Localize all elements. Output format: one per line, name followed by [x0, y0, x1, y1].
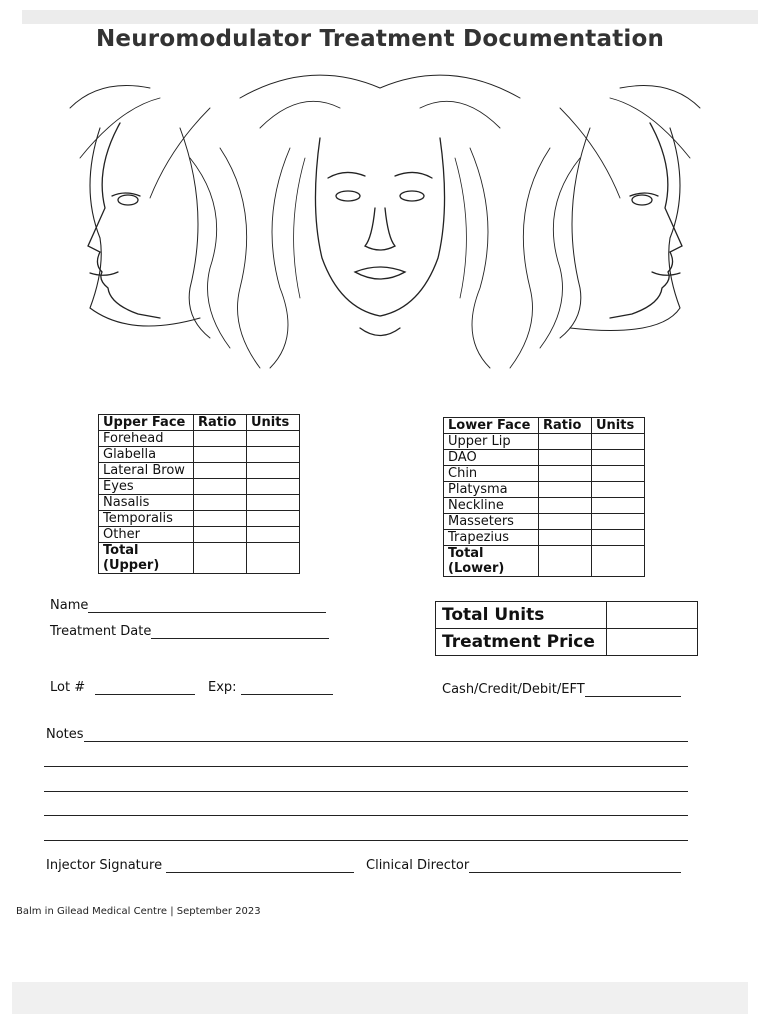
name-line[interactable]	[88, 600, 326, 613]
injector-signature-line[interactable]	[166, 860, 354, 873]
units-cell[interactable]	[592, 530, 645, 546]
units-cell[interactable]	[592, 466, 645, 482]
row-label: Trapezius	[444, 530, 539, 546]
exp-label: Exp:	[208, 680, 237, 695]
treatment-date-field[interactable]	[50, 624, 329, 639]
lower-face-header: Lower Face	[444, 418, 539, 434]
table-row	[99, 495, 300, 511]
lot-line[interactable]	[95, 682, 195, 695]
right-profile-face	[510, 86, 700, 369]
units-cell[interactable]	[247, 495, 300, 511]
notes-field[interactable]	[46, 727, 688, 742]
notes-line[interactable]	[44, 840, 688, 841]
ratio-header: Ratio	[194, 415, 247, 431]
total-units-value[interactable]	[607, 602, 698, 629]
face-chart-illustration	[60, 68, 710, 378]
upper-face-header: Upper Face	[99, 415, 194, 431]
units-cell[interactable]	[247, 463, 300, 479]
payment-field[interactable]	[442, 682, 681, 697]
ratio-cell[interactable]	[539, 450, 592, 466]
row-label: Other	[99, 527, 194, 543]
row-label: Platysma	[444, 482, 539, 498]
table-row	[444, 466, 645, 482]
table-row	[99, 431, 300, 447]
ratio-cell[interactable]	[539, 514, 592, 530]
row-label: Eyes	[99, 479, 194, 495]
totals-box	[435, 601, 698, 656]
table-header-row	[99, 415, 300, 431]
lot-label: Lot #	[50, 680, 86, 695]
units-cell[interactable]	[247, 527, 300, 543]
units-cell[interactable]	[592, 450, 645, 466]
notes-line[interactable]	[44, 791, 688, 792]
table-row	[444, 450, 645, 466]
page-title: Neuromodulator Treatment Documentation	[95, 26, 665, 52]
row-label: Lateral Brow	[99, 463, 194, 479]
total-row	[99, 543, 300, 574]
table-row	[99, 511, 300, 527]
left-profile-face	[70, 86, 260, 369]
units-cell[interactable]	[592, 434, 645, 450]
table-row	[99, 527, 300, 543]
treatment-date-label: Treatment Date	[50, 624, 152, 639]
units-header: Units	[592, 418, 645, 434]
ratio-cell[interactable]	[194, 543, 247, 574]
table-row	[444, 482, 645, 498]
row-label: Forehead	[99, 431, 194, 447]
ratio-cell[interactable]	[539, 482, 592, 498]
scan-edge-bottom	[12, 982, 748, 1014]
units-cell[interactable]	[592, 514, 645, 530]
injector-signature-label: Injector Signature	[46, 858, 163, 873]
units-cell[interactable]	[247, 431, 300, 447]
footer-text: Balm in Gilead Medical Centre | September 2023	[16, 906, 261, 917]
injector-signature-field[interactable]	[46, 858, 354, 873]
ratio-cell[interactable]	[194, 495, 247, 511]
clinical-director-field[interactable]	[366, 858, 681, 873]
exp-line[interactable]	[241, 682, 333, 695]
ratio-cell[interactable]	[539, 546, 592, 577]
total-upper-label: Total (Upper)	[99, 543, 194, 574]
notes-label: Notes	[46, 727, 84, 742]
ratio-cell[interactable]	[539, 498, 592, 514]
payment-line[interactable]	[585, 684, 681, 697]
row-label: Nasalis	[99, 495, 194, 511]
treatment-price-value[interactable]	[607, 629, 698, 656]
ratio-cell[interactable]	[194, 527, 247, 543]
units-cell[interactable]	[592, 482, 645, 498]
ratio-cell[interactable]	[539, 434, 592, 450]
upper-face-table	[98, 414, 300, 574]
total-units-label: Total Units	[436, 602, 607, 629]
ratio-cell[interactable]	[194, 479, 247, 495]
units-cell[interactable]	[247, 479, 300, 495]
units-cell[interactable]	[247, 511, 300, 527]
row-label: Masseters	[444, 514, 539, 530]
ratio-header: Ratio	[539, 418, 592, 434]
row-label: DAO	[444, 450, 539, 466]
units-cell[interactable]	[247, 543, 300, 574]
table-row	[99, 447, 300, 463]
scan-edge-top	[22, 10, 758, 24]
row-label: Upper Lip	[444, 434, 539, 450]
ratio-cell[interactable]	[539, 466, 592, 482]
lot-field[interactable]	[50, 680, 195, 695]
total-units-row	[436, 602, 698, 629]
table-row	[99, 463, 300, 479]
notes-line[interactable]	[84, 729, 688, 742]
total-lower-label: Total (Lower)	[444, 546, 539, 577]
units-cell[interactable]	[592, 546, 645, 577]
notes-line[interactable]	[44, 766, 688, 767]
clinical-director-label: Clinical Director	[366, 858, 470, 873]
ratio-cell[interactable]	[539, 530, 592, 546]
exp-field[interactable]	[208, 680, 333, 695]
row-label: Chin	[444, 466, 539, 482]
row-label: Neckline	[444, 498, 539, 514]
clinical-director-line[interactable]	[469, 860, 681, 873]
ratio-cell[interactable]	[194, 511, 247, 527]
row-label: Temporalis	[99, 511, 194, 527]
units-cell[interactable]	[247, 447, 300, 463]
units-header: Units	[247, 415, 300, 431]
treatment-date-line[interactable]	[151, 626, 329, 639]
total-row	[444, 546, 645, 577]
treatment-price-row	[436, 629, 698, 656]
name-label: Name	[50, 598, 89, 613]
lower-face-table	[443, 417, 645, 577]
table-row	[99, 479, 300, 495]
units-cell[interactable]	[592, 498, 645, 514]
table-row	[444, 434, 645, 450]
table-header-row	[444, 418, 645, 434]
name-field[interactable]	[50, 598, 326, 613]
center-front-face	[240, 75, 520, 368]
ratio-cell[interactable]	[194, 447, 247, 463]
ratio-cell[interactable]	[194, 431, 247, 447]
row-label: Glabella	[99, 447, 194, 463]
treatment-price-label: Treatment Price	[436, 629, 607, 656]
payment-label: Cash/Credit/Debit/EFT	[442, 682, 585, 697]
notes-line[interactable]	[44, 815, 688, 816]
table-row	[444, 514, 645, 530]
ratio-cell[interactable]	[194, 463, 247, 479]
table-row	[444, 530, 645, 546]
table-row	[444, 498, 645, 514]
